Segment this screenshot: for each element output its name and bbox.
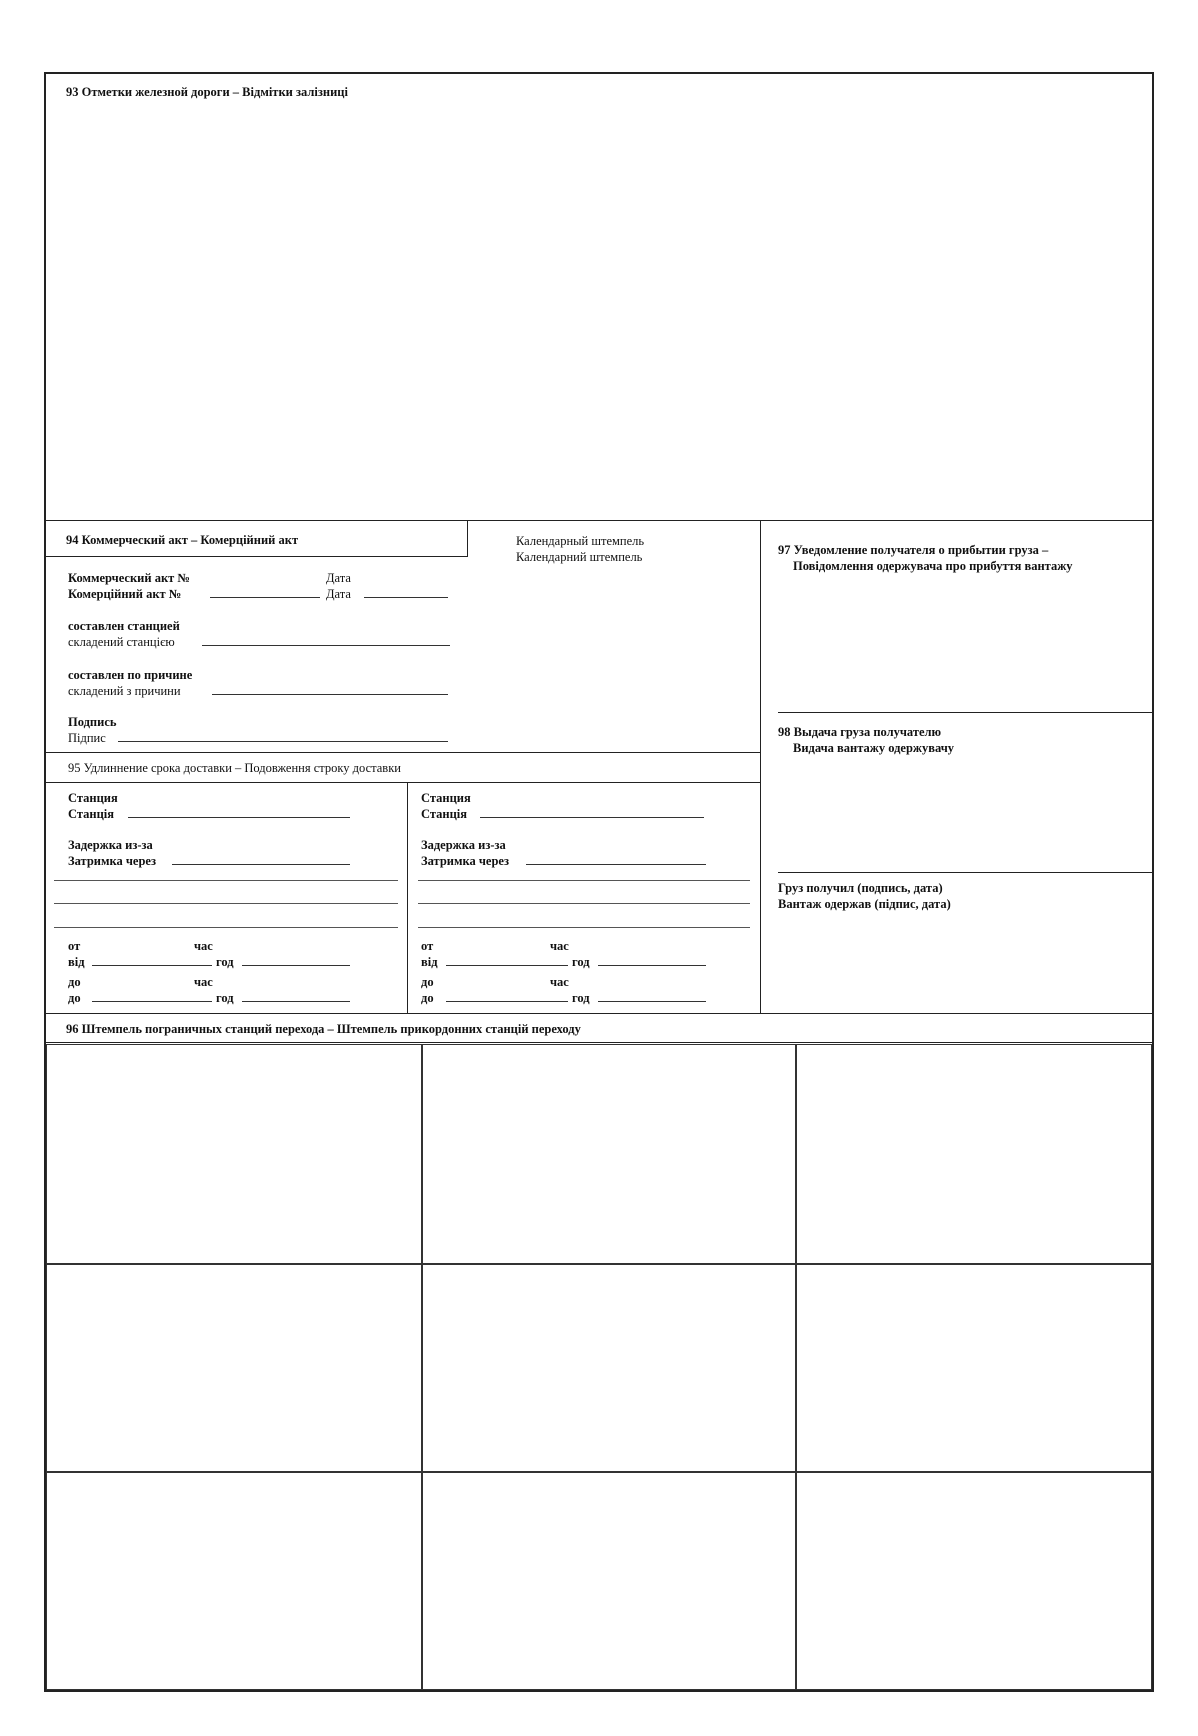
ext2-from-hour-label-ru: час bbox=[550, 939, 569, 953]
ext2-from-date-field[interactable] bbox=[446, 954, 568, 966]
ext1-to-date-field[interactable] bbox=[92, 990, 212, 1002]
ext1-from-hour-label-ru: час bbox=[194, 939, 213, 953]
act-date-field[interactable] bbox=[364, 586, 448, 598]
ext1-station-field[interactable] bbox=[128, 806, 350, 818]
ext2-to-hour-label-ru: час bbox=[550, 975, 569, 989]
ext1-from-date-field[interactable] bbox=[92, 954, 212, 966]
act-number-field[interactable] bbox=[210, 586, 320, 598]
compiled-station-label-ua: складений станцією bbox=[68, 635, 175, 649]
ext1-from-hour-label-ua: год bbox=[216, 955, 234, 969]
ext1-delay-line-1[interactable] bbox=[54, 880, 398, 881]
section-95-title: 95 Удлиннение срока доставки – Подовження строку доставки bbox=[68, 761, 401, 775]
act-number-label-ua: Комерційний акт № bbox=[68, 587, 182, 601]
section-93-area[interactable] bbox=[46, 104, 1152, 518]
border-stamp-cell-8[interactable] bbox=[422, 1472, 796, 1690]
ext1-station-label-ua: Станція bbox=[68, 807, 115, 821]
section-94-title: 94 Коммерческий акт – Комерційний акт bbox=[66, 533, 299, 547]
ext1-from-hour-field[interactable] bbox=[242, 954, 350, 966]
act-date-label-ru: Дата bbox=[326, 571, 351, 585]
cargo-received-label-ua: Вантаж одержав (підпис, дата) bbox=[778, 897, 951, 911]
ext2-from-label-ru: от bbox=[421, 939, 434, 953]
ext1-delay-line-3[interactable] bbox=[54, 927, 398, 928]
ext2-to-label-ua: до bbox=[421, 991, 434, 1005]
ext2-to-hour-field[interactable] bbox=[598, 990, 706, 1002]
ext2-station-label-ru: Станция bbox=[421, 791, 471, 805]
ext2-to-date-field[interactable] bbox=[446, 990, 568, 1002]
border-stamp-cell-3[interactable] bbox=[796, 1044, 1152, 1264]
border-stamp-cell-7[interactable] bbox=[46, 1472, 422, 1690]
act-number-label-ru: Коммерческий акт № bbox=[68, 571, 190, 585]
ext1-from-label-ua: від bbox=[68, 955, 85, 969]
section-98-title-line2: Видача вантажу одержувачу bbox=[793, 741, 955, 755]
ext2-to-hour-label-ua: год bbox=[572, 991, 590, 1005]
ext2-from-label-ua: від bbox=[421, 955, 438, 969]
section-93-title: 93 Отметки железной дороги – Відмітки залізниці bbox=[66, 85, 348, 99]
ext2-from-hour-label-ua: год bbox=[572, 955, 590, 969]
ext2-from-hour-field[interactable] bbox=[598, 954, 706, 966]
ext2-to-label-ru: до bbox=[421, 975, 434, 989]
ext1-delay-label-ua: Затримка через bbox=[68, 854, 156, 868]
ext1-station-label-ru: Станция bbox=[68, 791, 118, 805]
ext1-to-hour-label-ru: час bbox=[194, 975, 213, 989]
border-stamp-cell-6[interactable] bbox=[796, 1264, 1152, 1472]
section-98-title-line1: 98 Выдача груза получателю bbox=[778, 725, 942, 739]
border-stamp-cell-4[interactable] bbox=[46, 1264, 422, 1472]
signature-field[interactable] bbox=[118, 730, 448, 742]
cargo-received-label-ru: Груз получил (подпись, дата) bbox=[778, 881, 943, 895]
compiled-reason-label-ua: складений з причини bbox=[68, 684, 181, 698]
ext2-station-field[interactable] bbox=[480, 806, 704, 818]
ext1-delay-field[interactable] bbox=[172, 853, 350, 865]
compiled-reason-label-ru: составлен по причине bbox=[68, 668, 193, 682]
calendar-stamp-label-ru: Календарный штемпель bbox=[516, 534, 645, 548]
ext1-delay-line-2[interactable] bbox=[54, 903, 398, 904]
ext2-delay-label-ru: Задержка из-за bbox=[421, 838, 506, 852]
border-stamp-cell-1[interactable] bbox=[46, 1044, 422, 1264]
border-stamp-cell-5[interactable] bbox=[422, 1264, 796, 1472]
signature-label-ru: Подпись bbox=[68, 715, 117, 729]
signature-label-ua: Підпис bbox=[68, 731, 106, 745]
ext1-to-hour-label-ua: год bbox=[216, 991, 234, 1005]
ext2-station-label-ua: Станція bbox=[421, 807, 468, 821]
border-stamp-cell-9[interactable] bbox=[796, 1472, 1152, 1690]
calendar-stamp-label-ua: Календарний штемпель bbox=[516, 550, 643, 564]
compiled-station-label-ru: составлен станцией bbox=[68, 619, 180, 633]
ext2-delay-line-3[interactable] bbox=[418, 927, 750, 928]
ext1-delay-label-ru: Задержка из-за bbox=[68, 838, 153, 852]
section-97-title-line2: Повідомлення одержувача про прибуття вантажу bbox=[793, 559, 1073, 573]
ext1-to-label-ru: до bbox=[68, 975, 81, 989]
ext1-to-label-ua: до bbox=[68, 991, 81, 1005]
ext1-to-hour-field[interactable] bbox=[242, 990, 350, 1002]
act-date-label-ua: Дата bbox=[326, 587, 351, 601]
ext2-delay-field[interactable] bbox=[526, 853, 706, 865]
section-97-title-line1: 97 Уведомление получателя о прибытии груза – bbox=[778, 543, 1049, 557]
ext2-delay-line-2[interactable] bbox=[418, 903, 750, 904]
compiled-station-field[interactable] bbox=[202, 634, 450, 646]
compiled-reason-field[interactable] bbox=[212, 683, 448, 695]
ext2-delay-line-1[interactable] bbox=[418, 880, 750, 881]
ext2-delay-label-ua: Затримка через bbox=[421, 854, 509, 868]
border-stamp-cell-2[interactable] bbox=[422, 1044, 796, 1264]
ext1-from-label-ru: от bbox=[68, 939, 81, 953]
section-96-title: 96 Штемпель пограничных станций перехода – Штемпель прикордонних станцій переходу bbox=[66, 1022, 581, 1036]
